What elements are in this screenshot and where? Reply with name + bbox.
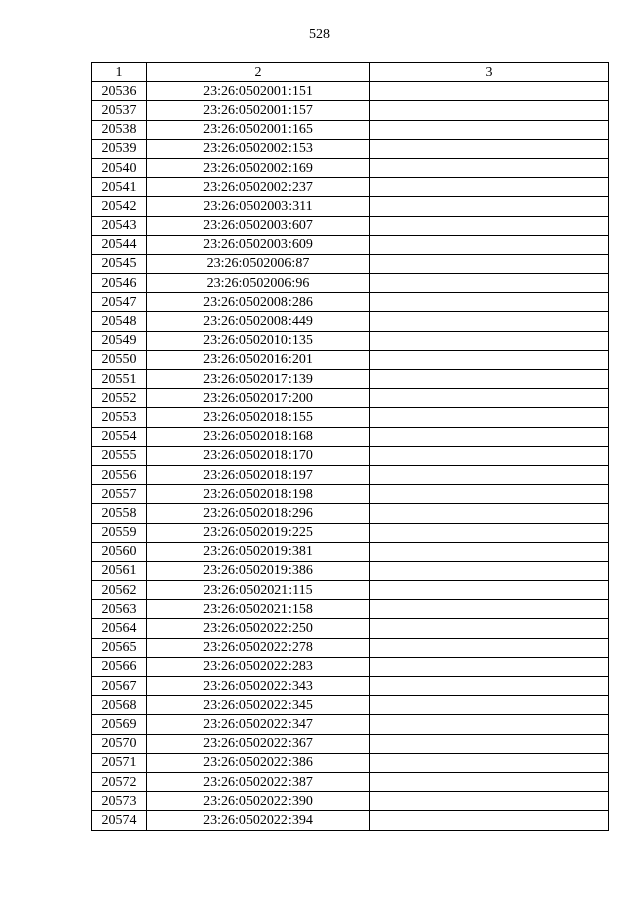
cadastral-number-cell: 23:26:0502016:201	[147, 350, 370, 369]
row-number-cell: 20561	[92, 561, 147, 580]
notes-cell	[370, 792, 609, 811]
row-number-cell: 20574	[92, 811, 147, 830]
cadastral-number-cell: 23:26:0502022:345	[147, 696, 370, 715]
table-row	[92, 561, 609, 580]
row-number-cell: 20560	[92, 542, 147, 561]
notes-cell	[370, 120, 609, 139]
notes-cell	[370, 619, 609, 638]
row-number-cell: 20548	[92, 312, 147, 331]
notes-cell	[370, 274, 609, 293]
notes-cell	[370, 178, 609, 197]
row-number-cell: 20572	[92, 772, 147, 791]
row-number-cell: 20546	[92, 274, 147, 293]
notes-cell	[370, 561, 609, 580]
row-number-cell: 20568	[92, 696, 147, 715]
table-row	[92, 254, 609, 273]
table-row	[92, 389, 609, 408]
table-row	[92, 197, 609, 216]
cadastral-number-cell: 23:26:0502001:151	[147, 82, 370, 101]
row-number-cell: 20536	[92, 82, 147, 101]
cadastral-number-cell: 23:26:0502021:158	[147, 600, 370, 619]
notes-cell	[370, 734, 609, 753]
registry-table	[91, 62, 609, 831]
table-row	[92, 696, 609, 715]
notes-cell	[370, 235, 609, 254]
cadastral-number-cell: 23:26:0502017:139	[147, 370, 370, 389]
cadastral-number-cell: 23:26:0502019:225	[147, 523, 370, 542]
row-number-cell: 20549	[92, 331, 147, 350]
notes-cell	[370, 485, 609, 504]
notes-cell	[370, 523, 609, 542]
notes-cell	[370, 389, 609, 408]
table-row	[92, 312, 609, 331]
notes-cell	[370, 600, 609, 619]
notes-cell	[370, 293, 609, 312]
notes-cell	[370, 811, 609, 830]
notes-cell	[370, 139, 609, 158]
cadastral-number-cell: 23:26:0502001:157	[147, 101, 370, 120]
notes-cell	[370, 350, 609, 369]
table-row	[92, 139, 609, 158]
notes-cell	[370, 101, 609, 120]
table-row	[92, 216, 609, 235]
table-row	[92, 504, 609, 523]
page-number: 528	[309, 27, 330, 42]
row-number-cell: 20537	[92, 101, 147, 120]
table-row	[92, 120, 609, 139]
row-number-cell: 20551	[92, 370, 147, 389]
cadastral-number-cell: 23:26:0502022:283	[147, 657, 370, 676]
table-row	[92, 485, 609, 504]
cadastral-number-cell: 23:26:0502008:286	[147, 293, 370, 312]
cadastral-number-cell: 23:26:0502021:115	[147, 581, 370, 600]
cadastral-number-cell: 23:26:0502022:390	[147, 792, 370, 811]
table-row	[92, 178, 609, 197]
cadastral-number-cell: 23:26:0502018:170	[147, 446, 370, 465]
row-number-cell: 20567	[92, 677, 147, 696]
notes-cell	[370, 254, 609, 273]
notes-cell	[370, 638, 609, 657]
cadastral-number-cell: 23:26:0502019:386	[147, 561, 370, 580]
cadastral-number-cell: 23:26:0502017:200	[147, 389, 370, 408]
cadastral-number-cell: 23:26:0502022:394	[147, 811, 370, 830]
table-row	[92, 158, 609, 177]
row-number-cell: 20556	[92, 465, 147, 484]
notes-cell	[370, 772, 609, 791]
notes-cell	[370, 504, 609, 523]
row-number-cell: 20550	[92, 350, 147, 369]
row-number-cell: 20562	[92, 581, 147, 600]
table-body	[92, 82, 609, 830]
row-number-cell: 20569	[92, 715, 147, 734]
cadastral-number-cell: 23:26:0502022:250	[147, 619, 370, 638]
notes-cell	[370, 82, 609, 101]
table-row	[92, 715, 609, 734]
cadastral-number-cell: 23:26:0502006:96	[147, 274, 370, 293]
cadastral-number-cell: 23:26:0502018:198	[147, 485, 370, 504]
row-number-cell: 20542	[92, 197, 147, 216]
row-number-cell: 20566	[92, 657, 147, 676]
cadastral-number-cell: 23:26:0502022:347	[147, 715, 370, 734]
cadastral-number-cell: 23:26:0502008:449	[147, 312, 370, 331]
notes-cell	[370, 331, 609, 350]
table-row	[92, 331, 609, 350]
row-number-cell: 20553	[92, 408, 147, 427]
table-row	[92, 657, 609, 676]
row-number-cell: 20564	[92, 619, 147, 638]
column-header-2: 2	[147, 63, 370, 82]
table-row	[92, 446, 609, 465]
row-number-cell: 20540	[92, 158, 147, 177]
table-row	[92, 427, 609, 446]
notes-cell	[370, 696, 609, 715]
table-row	[92, 792, 609, 811]
table-row	[92, 600, 609, 619]
table-row	[92, 734, 609, 753]
notes-cell	[370, 427, 609, 446]
table-row	[92, 82, 609, 101]
row-number-cell: 20565	[92, 638, 147, 657]
row-number-cell: 20552	[92, 389, 147, 408]
row-number-cell: 20570	[92, 734, 147, 753]
notes-cell	[370, 677, 609, 696]
notes-cell	[370, 370, 609, 389]
row-number-cell: 20547	[92, 293, 147, 312]
table-row	[92, 408, 609, 427]
cadastral-number-cell: 23:26:0502022:387	[147, 772, 370, 791]
cadastral-number-cell: 23:26:0502018:197	[147, 465, 370, 484]
table-row	[92, 811, 609, 830]
cadastral-number-cell: 23:26:0502003:609	[147, 235, 370, 254]
notes-cell	[370, 657, 609, 676]
table-row	[92, 235, 609, 254]
row-number-cell: 20545	[92, 254, 147, 273]
row-number-cell: 20539	[92, 139, 147, 158]
row-number-cell: 20557	[92, 485, 147, 504]
table-row	[92, 350, 609, 369]
cadastral-number-cell: 23:26:0502022:386	[147, 753, 370, 772]
table-row	[92, 619, 609, 638]
notes-cell	[370, 542, 609, 561]
row-number-cell: 20573	[92, 792, 147, 811]
table-row	[92, 638, 609, 657]
table-row	[92, 293, 609, 312]
notes-cell	[370, 312, 609, 331]
column-header-3: 3	[370, 63, 609, 82]
cadastral-number-cell: 23:26:0502018:155	[147, 408, 370, 427]
cadastral-number-cell: 23:26:0502002:237	[147, 178, 370, 197]
table-row	[92, 370, 609, 389]
notes-cell	[370, 753, 609, 772]
column-header-1: 1	[92, 63, 147, 82]
notes-cell	[370, 158, 609, 177]
row-number-cell: 20555	[92, 446, 147, 465]
cadastral-number-cell: 23:26:0502002:169	[147, 158, 370, 177]
row-number-cell: 20538	[92, 120, 147, 139]
cadastral-number-cell: 23:26:0502019:381	[147, 542, 370, 561]
cadastral-number-cell: 23:26:0502010:135	[147, 331, 370, 350]
cadastral-number-cell: 23:26:0502003:607	[147, 216, 370, 235]
cadastral-number-cell: 23:26:0502022:278	[147, 638, 370, 657]
notes-cell	[370, 715, 609, 734]
row-number-cell: 20543	[92, 216, 147, 235]
row-number-cell: 20558	[92, 504, 147, 523]
row-number-cell: 20554	[92, 427, 147, 446]
row-number-cell: 20541	[92, 178, 147, 197]
row-number-cell: 20571	[92, 753, 147, 772]
table-row	[92, 465, 609, 484]
table-row	[92, 581, 609, 600]
row-number-cell: 20544	[92, 235, 147, 254]
table-row	[92, 101, 609, 120]
cadastral-number-cell: 23:26:0502006:87	[147, 254, 370, 273]
cadastral-number-cell: 23:26:0502001:165	[147, 120, 370, 139]
cadastral-number-cell: 23:26:0502022:343	[147, 677, 370, 696]
table-row	[92, 523, 609, 542]
table-row	[92, 772, 609, 791]
notes-cell	[370, 197, 609, 216]
table-row	[92, 677, 609, 696]
notes-cell	[370, 465, 609, 484]
table-row	[92, 542, 609, 561]
cadastral-number-cell: 23:26:0502003:311	[147, 197, 370, 216]
row-number-cell: 20559	[92, 523, 147, 542]
cadastral-number-cell: 23:26:0502002:153	[147, 139, 370, 158]
cadastral-number-cell: 23:26:0502018:296	[147, 504, 370, 523]
cadastral-number-cell: 23:26:0502018:168	[147, 427, 370, 446]
notes-cell	[370, 446, 609, 465]
table-header-row	[92, 63, 609, 82]
table-row	[92, 753, 609, 772]
notes-cell	[370, 216, 609, 235]
row-number-cell: 20563	[92, 600, 147, 619]
notes-cell	[370, 581, 609, 600]
table-row	[92, 274, 609, 293]
notes-cell	[370, 408, 609, 427]
cadastral-number-cell: 23:26:0502022:367	[147, 734, 370, 753]
